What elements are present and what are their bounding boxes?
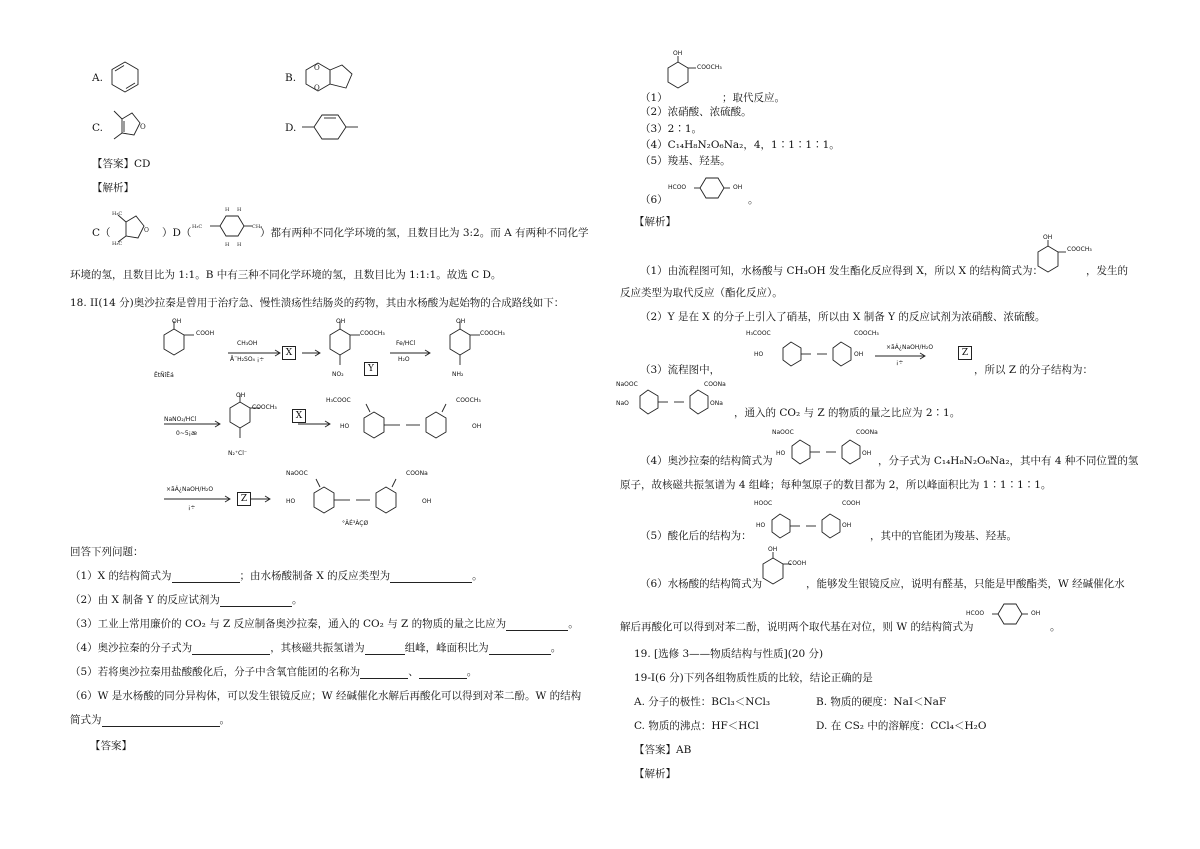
svg-text:H: H: [225, 207, 230, 213]
q4-text-c: 组峰，峰面积比为: [404, 642, 489, 654]
scheme-box-z: Z: [237, 492, 251, 506]
answer1-structure: [660, 52, 730, 92]
explain3-oh: OH: [854, 351, 864, 358]
scheme-h3cooc-1: H₃COOC: [326, 397, 351, 404]
q6-blank[interactable]: [102, 714, 220, 727]
scheme-diazo: N₂⁺Cl⁻: [228, 450, 248, 457]
q19-option-d: D. 在 CS₂ 中的溶解度：CCl₄＜H₂O: [816, 720, 987, 732]
q2-period: 。: [291, 594, 303, 606]
scheme-row-1: [150, 315, 560, 385]
q3-blank[interactable]: [506, 618, 568, 631]
q19-option-c: C. 物质的沸点：HF＜HCl: [634, 720, 759, 732]
svg-text:H₃C: H₃C: [192, 224, 203, 230]
option-b-structure: [302, 60, 358, 94]
explain5-hooc: HOOC: [754, 500, 773, 507]
answer-17: 【答案】CD: [92, 158, 151, 170]
explain1-oh: OH: [1043, 234, 1053, 241]
expl17-part-b: ）D（: [162, 227, 192, 239]
expl17-part-d: 环境的氢，且数目比为 1:1。B 中有三种不同化学环境的氢，且数目比为 1:1:1。故选 C D。: [70, 269, 502, 281]
scheme-oh-5: OH: [472, 423, 482, 430]
scheme-start-label: ËtÑîËá: [154, 372, 174, 379]
scheme-naooc-1: NaOOC: [286, 470, 308, 477]
q4-text-b: ，其核磁共振氢谱为: [270, 642, 365, 654]
answer6-period: 。: [748, 194, 759, 206]
explain3-cooch3: COOCH₃: [854, 330, 879, 337]
scheme-step5-top: ×ãÁ¿NaOH/H₂O: [166, 486, 214, 493]
explain3-arrow-bot: ¡÷: [896, 359, 904, 366]
q3-text: （3）工业上常用廉价的 CO₂ 与 Z 反应制备奥沙拉秦，通入的 CO₂ 与 Z 的物质的量之比应为: [70, 618, 507, 630]
q4-blank-1[interactable]: [192, 642, 270, 655]
explain-3-b: ，所以 Z 的分子结构为：: [974, 364, 1093, 376]
explain-4-a: （4）奥沙拉秦的结构简式为: [640, 455, 773, 467]
scheme-coona-1: COONa: [406, 470, 428, 477]
question-19-i: 19-I(6 分)下列各组物质性质的比较，结论正确的是: [634, 672, 873, 684]
answer-2: （2）浓硝酸、浓硫酸。: [640, 106, 752, 118]
scheme-cooch3-2: COOCH₃: [480, 330, 505, 337]
explain-2: （2）Y 是在 X 的分子上引入了硝基，所以由 X 制备 Y 的反应试剂为浓硝酸、浓硫酸。: [640, 311, 1046, 323]
explain1-structure: [1030, 236, 1090, 276]
q5-dun: 、: [408, 666, 419, 678]
q6-period: 。: [219, 714, 230, 726]
scheme-step1-top: CH₃OH: [237, 340, 258, 347]
scheme-cooh-1: COOH: [196, 330, 215, 337]
option-a-structure: [110, 60, 140, 94]
answer-1-type: ；取代反应。: [722, 92, 785, 104]
q4-blank-2[interactable]: [365, 642, 405, 655]
scheme-oh-1: OH: [172, 318, 182, 325]
question-18-4: [70, 640, 561, 655]
scheme-no2: NO₂: [332, 371, 344, 378]
scheme-row-2: [150, 390, 570, 460]
answer-3: （3）2∶1。: [640, 123, 703, 135]
explain3-h3cooc: H₃COOC: [746, 330, 771, 337]
q1-blank-1[interactable]: [172, 570, 240, 583]
q1-text-b: ；由水杨酸制备 X 的反应类型为: [239, 570, 391, 582]
option-c-structure: [110, 105, 150, 143]
answer6-structure: [690, 172, 730, 204]
answer1-oh: OH: [673, 50, 683, 57]
explain5-cooh: COOH: [842, 500, 861, 507]
svg-text:H₃C: H₃C: [112, 211, 123, 217]
explain-1-c: 反应类型为取代反应（酯化反应）。: [620, 287, 783, 299]
q2-blank[interactable]: [220, 594, 292, 607]
explain6-oh: OH: [768, 546, 778, 553]
scheme-ho-1: HO: [340, 423, 350, 430]
scheme-final-label: °ÂÉ³ÀÇØ: [342, 520, 369, 527]
q2-text: （2）由 X 制备 Y 的反应试剂为: [70, 594, 220, 606]
scheme-box-x-1: X: [282, 346, 296, 360]
option-c-label: C.: [92, 122, 103, 134]
q3-period: 。: [568, 618, 579, 630]
q1-period: 。: [472, 570, 483, 582]
svg-text:H: H: [237, 207, 242, 213]
question-18-5: [70, 664, 477, 679]
explain5-oh: OH: [842, 522, 852, 529]
answer-5: （5）羧基、羟基。: [640, 155, 731, 167]
explain3-z-coona: COONa: [704, 381, 726, 388]
question-18-6-line-1: （6）W 是水杨酸的同分异构体，可以发生银镜反应；W 经碱催化水解后再酸化可以得到对苯二酚。W 的结构: [70, 690, 582, 702]
q4-period: 。: [550, 642, 562, 654]
scheme-box-x-2: X: [292, 409, 306, 423]
svg-text:CH₃: CH₃: [252, 224, 263, 230]
scheme-box-y: Y: [364, 362, 378, 376]
explain-1-a: （1）由流程图可知，水杨酸与 CH₃OH 发生酯化反应得到 X，所以 X 的结构简式为：: [640, 265, 1043, 277]
answer1-cooch3: COOCH₃: [697, 64, 722, 71]
explain3-z-ona: ONa: [710, 400, 723, 407]
scheme-oh-2: OH: [336, 318, 346, 325]
explain6-w-structure: [988, 598, 1028, 630]
q19-option-a: A. 分子的极性：BCl₃＜NCl₃: [634, 696, 771, 708]
explain-3-a: （3）流程图中，: [640, 364, 721, 376]
svg-text:O: O: [314, 64, 320, 72]
explain-6-a: （6）水杨酸的结构简式为: [640, 578, 763, 590]
explain-4-c: 原子，故核磁共振氢谱为 4 组峰；每种氢原子的数目都为 2，所以峰面积比为 1∶1∶1∶1。: [620, 479, 1052, 491]
scheme-nh2: NH₂: [452, 371, 464, 378]
explain3-z-nao: NaO: [616, 400, 629, 407]
explain-3-c: ，通入的 CO₂ 与 Z 的物质的量之比应为 2∶1。: [734, 407, 961, 419]
explain4-oh: OH: [862, 450, 872, 457]
q19-option-b: B. 物质的硬度：NaI＜NaF: [816, 696, 947, 708]
scheme-oh-3: OH: [456, 318, 466, 325]
svg-text:H: H: [225, 242, 230, 248]
explain6-period: 。: [1050, 621, 1061, 633]
explain-5-b: ，其中的官能团为羧基、羟基。: [870, 530, 1017, 542]
scheme-step3-top: Fe/HCl: [396, 340, 416, 347]
explain6-w-oh: OH: [1031, 610, 1041, 617]
scheme-step4-top: NaNO₂/HCl: [164, 416, 197, 423]
option-a-label: A.: [92, 72, 103, 84]
svg-text:H: H: [237, 242, 242, 248]
q5-text: （5）若将奥沙拉秦用盐酸酸化后，分子中含氧官能团的名称为: [70, 666, 361, 678]
explain1-cooch3: COOCH₃: [1067, 246, 1092, 253]
answer-4: （4）C₁₄H₈N₂O₆Na₂，4，1∶1∶1∶1。: [640, 139, 840, 151]
explain4-ho: HO: [776, 450, 786, 457]
explain-5-a: （5）酸化后的结构为：: [640, 530, 752, 542]
explain4-naooc: NaOOC: [772, 429, 794, 436]
explain6-hcoo: HCOO: [966, 610, 985, 617]
analysis-19-heading: 【解析】: [634, 768, 676, 780]
explain3-arrow-top: ×ãÁ¿NaOH/H₂O: [886, 344, 934, 351]
question-18-1: [70, 568, 483, 583]
q5-period: 。: [466, 666, 478, 678]
q1-blank-2[interactable]: [390, 570, 472, 583]
explain-6-c: 解后再酸化可以得到对苯二酚，说明两个取代基在对位，则 W 的结构简式为: [620, 621, 974, 633]
q5-blank-2[interactable]: [419, 666, 467, 679]
svg-text:O: O: [140, 123, 146, 131]
explain-6-b: ，能够发生银镜反应，说明有醛基，只能是甲酸酯类，W 经碱催化水: [806, 578, 1125, 590]
scheme-cooch3-3: COOCH₃: [252, 404, 277, 411]
question-18-intro: 18. II(14 分)奥沙拉秦是曾用于治疗急、慢性溃疡性结肠炎的药物，其由水杨酸为起始物的合成路线如下：: [70, 297, 565, 309]
answer-intro: 回答下列问题：: [70, 546, 144, 558]
q6-text-b: 简式为: [70, 714, 102, 726]
explain5-ho: HO: [756, 522, 766, 529]
scheme-ho-2: HO: [286, 498, 296, 505]
explain-4-b: ，分子式为 C₁₄H₈N₂O₆Na₂，其中有 4 种不同位置的氢: [878, 455, 1139, 467]
scheme-step1-bot: Å¨H₂SO₄ ¡÷: [230, 356, 265, 363]
question-19-heading: 19. [选修 3——物质结构与性质](20 分): [634, 648, 824, 660]
analysis-17-heading: 【解析】: [92, 182, 134, 194]
explain-1-b: ，发生的: [1086, 265, 1128, 277]
explain3-z-naooc: NaOOC: [616, 381, 638, 388]
svg-text:H₃C: H₃C: [112, 241, 123, 247]
answer-19: 【答案】AB: [634, 744, 692, 756]
svg-text:O: O: [314, 84, 320, 92]
answer-1: （1）: [640, 92, 668, 104]
answer-6: （6）: [640, 194, 668, 206]
scheme-step3-bot: H₂O: [398, 356, 410, 363]
question-18-6-line-2: [70, 712, 230, 727]
svg-text:O: O: [144, 227, 149, 234]
scheme-step4-bot: 0~5¡æ: [176, 430, 197, 437]
answer-18-heading: 【答案】: [90, 740, 132, 752]
explain4-coona: COONa: [856, 429, 878, 436]
option-d-label: D.: [285, 122, 297, 134]
scheme-oh-6: OH: [422, 498, 432, 505]
analysis-18-heading: 【解析】: [634, 216, 676, 228]
answer6-oh: OH: [733, 184, 743, 191]
explain6-cooh: COOH: [788, 560, 807, 567]
explain3-ho: HO: [754, 351, 764, 358]
scheme-cooch3-4: COOCH₃: [456, 397, 481, 404]
q5-blank-1[interactable]: [360, 666, 408, 679]
scheme-oh-4: OH: [236, 392, 246, 399]
expl17-structure-d: [192, 203, 262, 249]
q4-blank-3[interactable]: [489, 642, 551, 655]
scheme-cooch3-1: COOCH₃: [360, 330, 385, 337]
answer6-hcoo: HCOO: [668, 184, 687, 191]
expl17-part-c: ）都有两种不同化学环境的氢，且数目比为 3:2。而 A 有两种不同化学: [260, 227, 589, 239]
question-18-2: [70, 592, 302, 607]
question-18-3: [70, 616, 579, 631]
expl17-structure-c: [112, 208, 162, 246]
explain3-box-z: Z: [958, 346, 972, 360]
option-b-label: B.: [285, 72, 297, 84]
q1-text: （1）X 的结构简式为: [70, 570, 172, 582]
option-d-structure: [300, 112, 362, 142]
expl17-part-a: C（: [92, 227, 111, 239]
scheme-step5-bot: ¡÷: [188, 504, 196, 511]
q4-text: （4）奥沙拉秦的分子式为: [70, 642, 193, 654]
